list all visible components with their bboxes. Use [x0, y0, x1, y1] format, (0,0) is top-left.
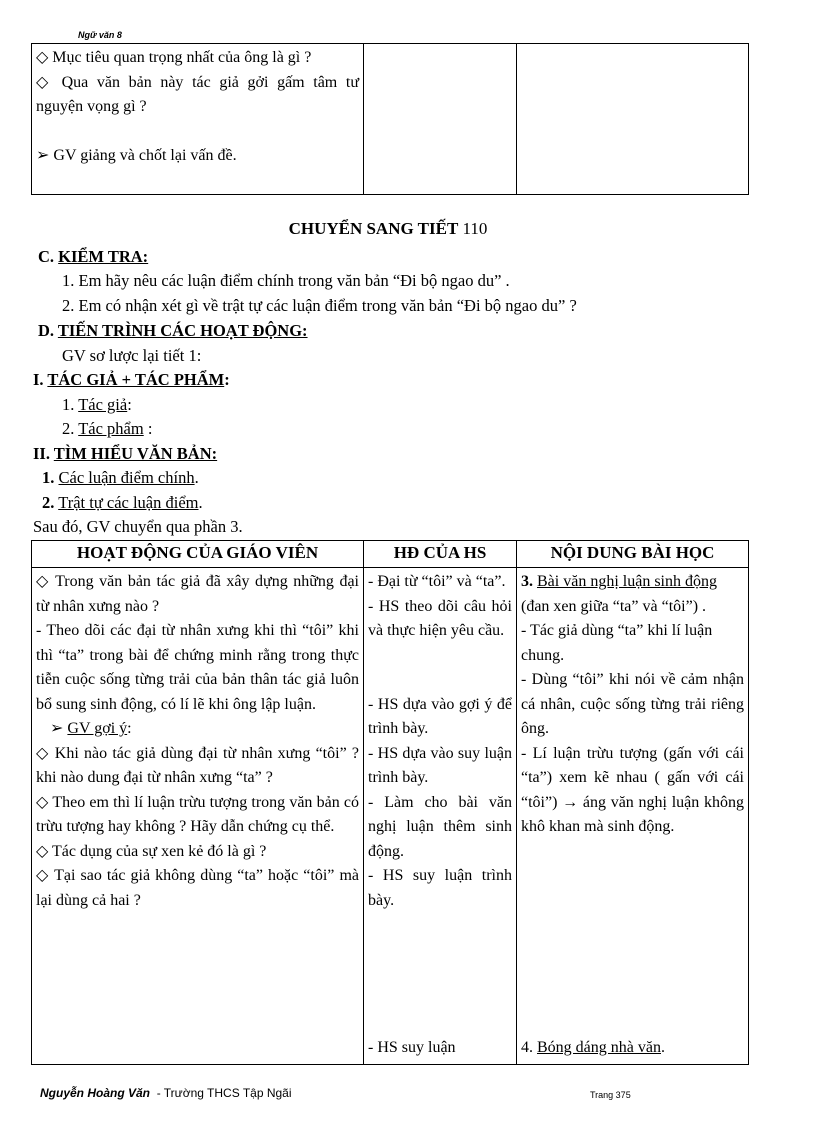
student-item-5: - Làm cho bài văn nghị luận thêm sinh động. [368, 793, 512, 860]
section-d-heading: D. TIẾN TRÌNH CÁC HOẠT ĐỘNG: [38, 321, 308, 340]
teacher-question-2: ◇ Khi nào tác giả dùng đại từ nhân xưng “tôi” ? khi nào dung đại từ nhân xưng “ta” ? [36, 744, 359, 786]
student-item-6: - HS suy luận trình bày. [368, 867, 512, 909]
lesson-table [31, 540, 749, 1065]
top-conclusion: ➢ GV giảng và chốt lại vấn đề. [36, 146, 237, 164]
teacher-question-1: ◇ Trong văn bản tác giả đã xây dựng những đại từ nhân xưng nào ? [36, 573, 359, 615]
content-item-1: - Tác giả dùng “ta” khi lí luận chung. [521, 622, 713, 664]
lesson-content-cell-end [517, 1018, 749, 1065]
header-subject: Ngữ văn 8 [78, 30, 122, 40]
section-ii-heading: II. TÌM HIỂU VĂN BẢN: [33, 444, 218, 463]
section-c-item-2: 2. Em có nhận xét gì về trật tự các luận điểm trong văn bản “Đi bộ ngao du” ? [62, 296, 577, 315]
teacher-paragraph-1: - Theo dõi các đại từ nhân xưng khi thì “tôi” khi thì “ta” trong bài để chứng minh rằng trong thực tiễn cuộc sống từng trải của bản thân tác giả luôn bổ sung sinh động, có lí lẽ khi ông lập luận. [36, 622, 359, 713]
content-item-2: - Dùng “tôi” khi nói về cảm nhận cá nhân, cuộc sống từng trải riêng ông. [521, 671, 744, 737]
content-section-4: 4. Bóng dáng nhà văn. [521, 1038, 665, 1056]
header-student-activity: HĐ CỦA HS [364, 541, 517, 568]
header-lesson-content: NỘI DUNG BÀI HỌC [517, 541, 749, 568]
top-question-1: ◇ Mục tiêu quan trọng nhất của ông là gì ? [36, 49, 312, 66]
teacher-activity-cell-end [32, 1018, 364, 1065]
top-table [31, 43, 749, 195]
teacher-activity-cell [32, 568, 364, 1019]
content-item-3: - Lí luận trừu tượng (gấn với cái “ta”) xem kẽ nhau ( gấn với cái “tôi”) → áng văn nghị luận không khô khan mà sinh động. [521, 744, 744, 835]
teacher-question-4: ◇ Tác dụng của sự xen kẻ đó là gì ? [36, 842, 267, 860]
student-activity-cell-end [364, 1018, 517, 1065]
content-section-3: 3. Bài văn nghị luận sinh động (đan xen giữa “ta” và “tôi”) . [521, 573, 717, 615]
student-activity-cell [364, 568, 517, 1019]
section-i-item-2: 2. Tác phẩm : [62, 419, 153, 438]
student-item-1: - Đại từ “tôi” và “ta”. [368, 573, 506, 590]
student-item-4: - HS dựa vào suy luận trình bày. [368, 744, 512, 786]
footer-author-line [40, 1086, 292, 1100]
student-item-7: - HS suy luận [368, 1038, 456, 1056]
top-table-student-cell [364, 44, 517, 195]
teacher-question-3: ◇ Theo em thì lí luận trừu tượng trong văn bản có trừu tượng hay không ? Hãy dẫn chứng cụ thể. [36, 793, 359, 835]
top-table-teacher-cell [32, 44, 364, 195]
section-ii-item-1: 1. Các luận điểm chính. [42, 468, 199, 487]
section-d-intro: GV sơ lược lại tiết 1: [62, 346, 202, 365]
section-ii-item-2: 2. Trật tự các luận điểm. [42, 493, 203, 512]
teacher-question-5: ◇ Tại sao tác giả không dùng “ta” hoặc “tôi” mà lại dùng cả hai ? [36, 867, 359, 909]
top-table-content-cell [517, 44, 749, 195]
header-teacher-activity: HOẠT ĐỘNG CỦA GIÁO VIÊN [32, 541, 364, 568]
student-item-2: - HS theo dõi câu hỏi và thực hiện yêu cầu. [368, 597, 512, 639]
section-i-item-1: 1. Tác giả: [62, 395, 132, 414]
student-item-3: - HS dựa vào gợi ý để trình bày. [368, 695, 512, 737]
teacher-hint: ➢ GV gợi ý: [50, 720, 132, 737]
section-ii-after: Sau đó, GV chuyển qua phần 3. [33, 517, 243, 536]
section-c-heading: C. KIỂM TRA: [38, 247, 149, 266]
lesson-transition-heading: CHUYỂN SANG TIẾT 110 [288, 219, 488, 238]
footer-page-number: Trang 375 [590, 1090, 631, 1100]
section-i-heading: I. TÁC GIẢ + TÁC PHẨM: [33, 370, 230, 389]
footer-school: - Trường THCS Tập Ngãi [156, 1086, 292, 1100]
footer-author: Nguyễn Hoàng Văn [40, 1086, 151, 1100]
lesson-content-cell [517, 568, 749, 1019]
section-c-item-1: 1. Em hãy nêu các luận điểm chính trong văn bản “Đi bộ ngao du” . [62, 271, 510, 290]
top-question-2: ◇ Qua văn bản này tác giả gởi gấm tâm tư nguyện vọng gì ? [36, 73, 359, 115]
